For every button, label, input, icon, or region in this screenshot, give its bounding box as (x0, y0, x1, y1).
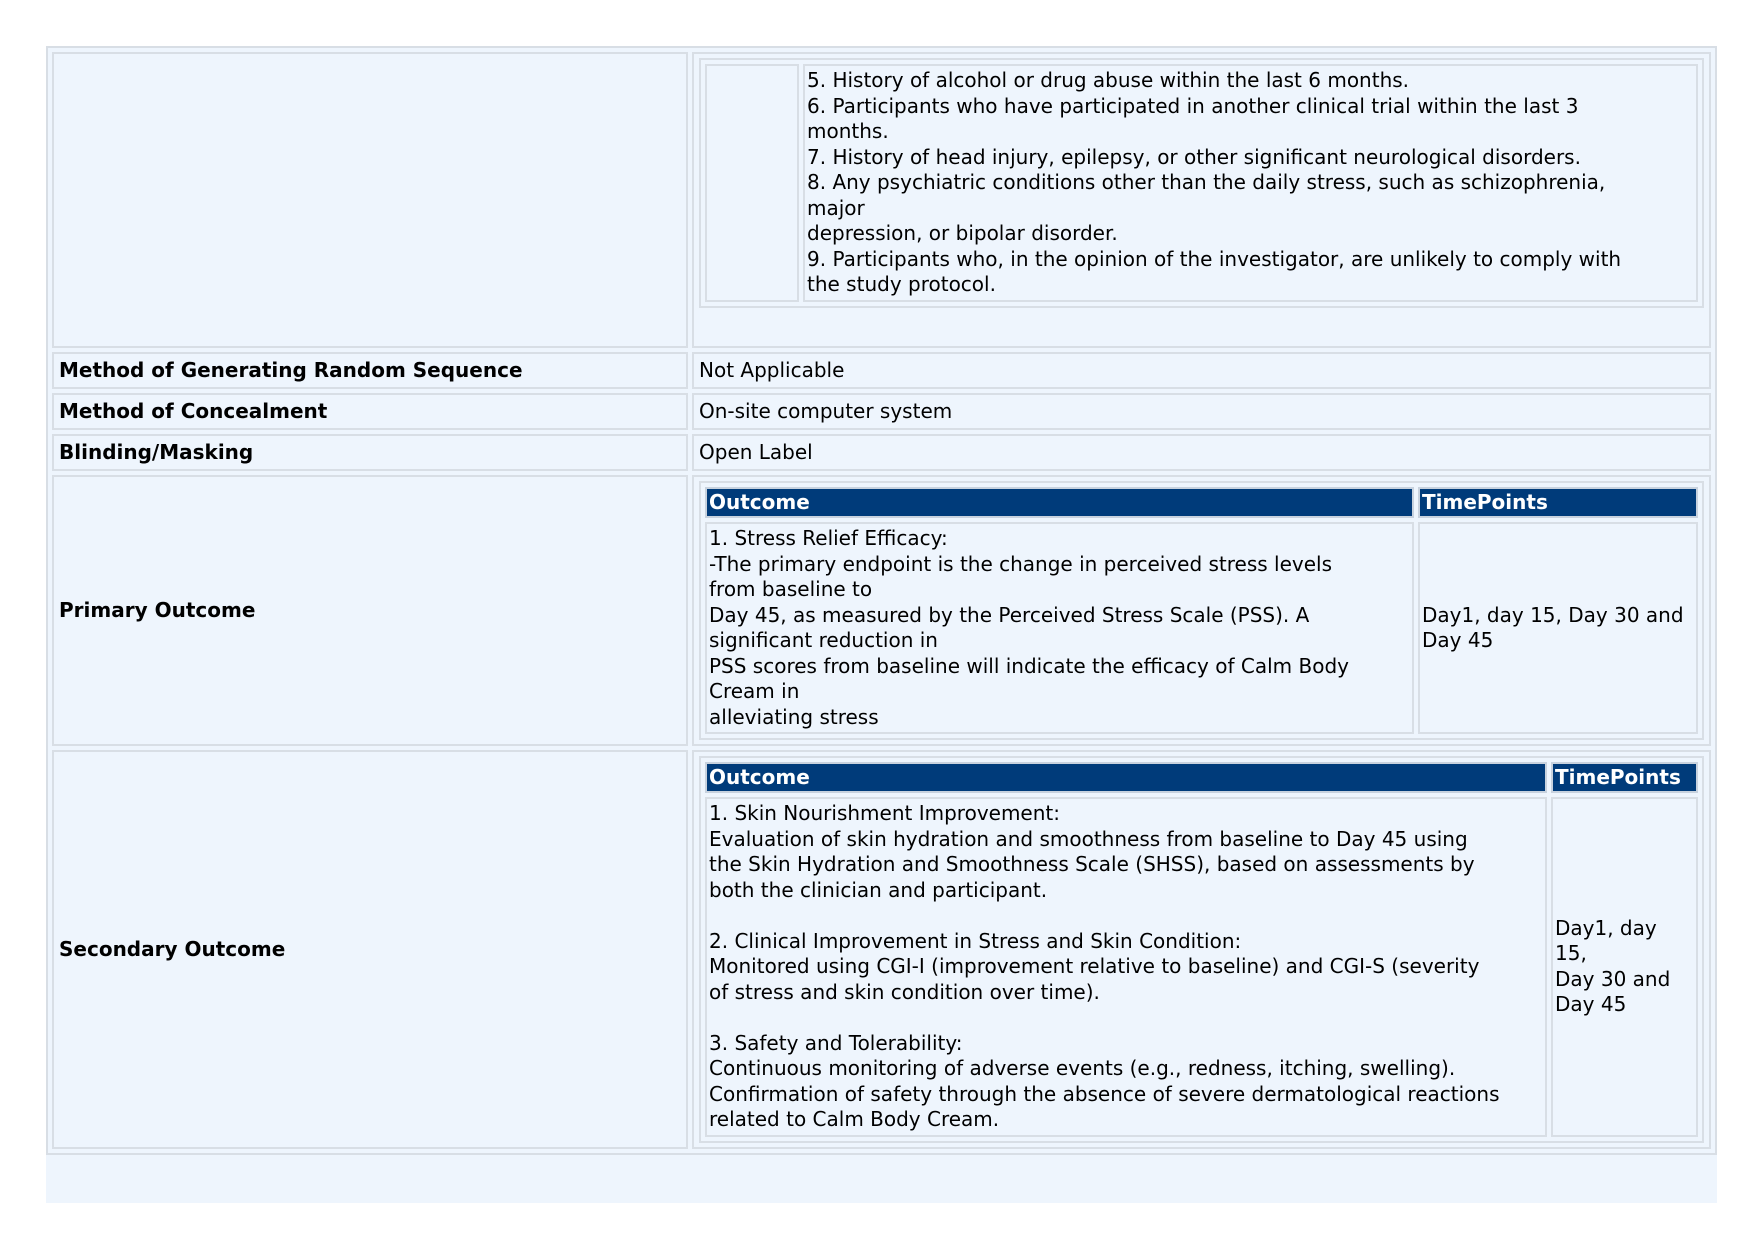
random-sequence-label: Method of Generating Random Sequence (52, 352, 688, 389)
exclusion-blank-cell (705, 64, 799, 302)
exclusion-criteria-cell (692, 52, 1711, 348)
blinding-row (52, 434, 1711, 471)
secondary-outcome-cell (692, 750, 1711, 1149)
exclusion-criterion-8: 8. Any psychiatric conditions other than the daily stress, such as schizophrenia, major depression, or bipolar disorder. (807, 170, 1606, 245)
primary-outcome-data-row (705, 522, 1698, 734)
exclusion-criterion-9: 9. Participants who, in the opinion of the investigator, are unlikely to comply with the study protocol. (807, 246, 1622, 296)
primary-outcome-text: 1. Stress Relief Efficacy: -The primary endpoint is the change in perceived stress levels from baseline to Day 45, as measured by the Perceived Stress Scale (PSS). A significant reduction in PSS scores from baseline will indicate the efficacy of Calm Body Cream in alleviating stress (705, 522, 1414, 734)
secondary-outcome-data-row (705, 797, 1698, 1137)
primary-outcome-row (52, 475, 1711, 746)
random-sequence-value: Not Applicable (692, 352, 1711, 389)
primary-outcome-cell (692, 475, 1711, 746)
concealment-value: On-site computer system (692, 393, 1711, 430)
secondary-outcome-row (52, 750, 1711, 1149)
primary-timepoints-header: TimePoints (1418, 487, 1698, 518)
primary-outcome-header-row (705, 487, 1698, 518)
primary-timepoints-text: Day1, day 15, Day 30 and Day 45 (1418, 522, 1698, 734)
secondary-timepoints-header: TimePoints (1551, 762, 1698, 793)
concealment-row (52, 393, 1711, 430)
trial-details-page (46, 46, 1717, 1203)
secondary-outcome-header: Outcome (705, 762, 1547, 793)
exclusion-criterion-5: 5. History of alcohol or drug abuse within the last 6 months. (807, 68, 1410, 92)
blinding-value: Open Label (692, 434, 1711, 471)
secondary-outcome-label: Secondary Outcome (52, 750, 688, 1149)
exclusion-criteria-list (803, 64, 1698, 302)
exclusion-label-cell (52, 52, 688, 348)
secondary-timepoints-text: Day1, day 15, Day 30 and Day 45 (1551, 797, 1698, 1137)
exclusion-criterion-7: 7. History of head injury, epilepsy, or other significant neurological disorders. (807, 144, 1581, 169)
exclusion-criteria-table (699, 58, 1704, 308)
secondary-outcome-text: 1. Skin Nourishment Improvement: Evaluation of skin hydration and smoothness from baseline to Day 45 using the Skin Hydration and Smoothness Scale (SHSS), based on assessments by both the clinician and participant. 2. Clinical Improvement in Stress and Skin Condition: Monitored using CGI-I (improvement relative to baseline) and CGI-S (severity of stress and skin condition over time). 3. Safety and Tolerability: Continuous monitoring of adverse events (e.g., redness, itching, swelling). Confirmation of safety through the absence of severe dermatological reactions related to Calm Body Cream. (705, 797, 1547, 1137)
exclusion-criterion-6: 6. Participants who have participated in another clinical trial within the last 3 months. (807, 93, 1579, 143)
primary-outcome-table (699, 481, 1704, 740)
concealment-label: Method of Concealment (52, 393, 688, 430)
primary-outcome-header: Outcome (705, 487, 1414, 518)
secondary-outcome-table (699, 756, 1704, 1143)
primary-outcome-label: Primary Outcome (52, 475, 688, 746)
secondary-outcome-header-row (705, 762, 1698, 793)
trial-details-table (46, 46, 1717, 1155)
exclusion-criteria-inner-row (705, 64, 1698, 302)
exclusion-criteria-row (52, 52, 1711, 348)
blinding-label: Blinding/Masking (52, 434, 688, 471)
random-sequence-row (52, 352, 1711, 389)
